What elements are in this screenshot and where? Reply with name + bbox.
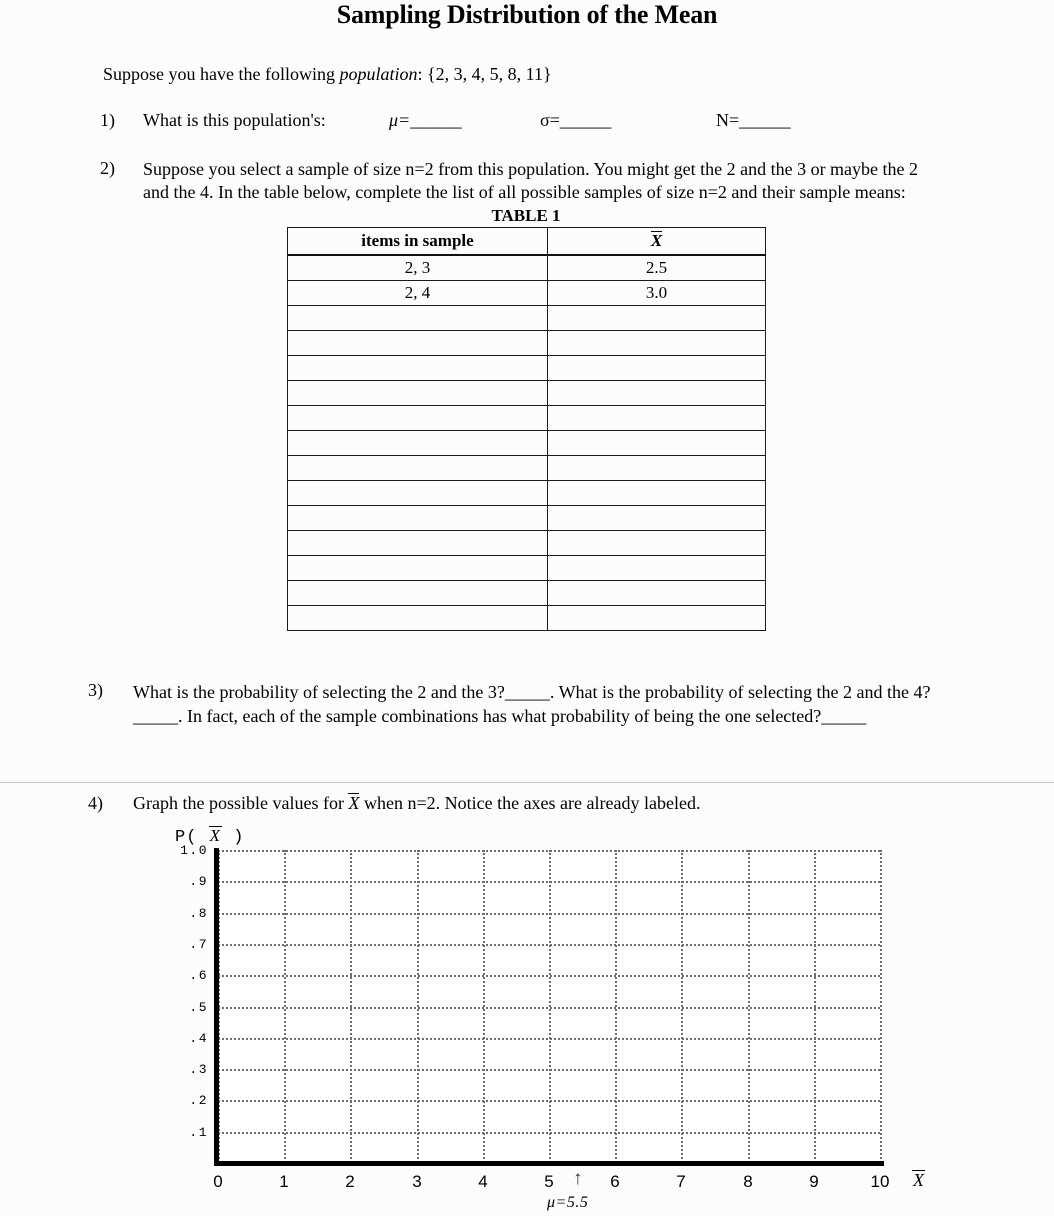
population-statement [103, 64, 552, 85]
table-header-row [288, 228, 766, 256]
cell-xbar[interactable] [548, 506, 766, 531]
question-3-text: What is the probability of selecting the 2 and the 3?_____. What is the probability of selecting the 2 and the 4?_____. In fact, each of the sample combinations has what probability of being the one selected?_____ [133, 682, 931, 726]
column-header-items: items in sample [288, 228, 548, 256]
sigma-answer-blank[interactable] [540, 110, 611, 131]
graph-plot-area[interactable] [218, 850, 880, 1163]
grid-line-horizontal [218, 1132, 880, 1134]
sigma-symbol-label: σ= [540, 110, 560, 130]
x-tick-label: 2 [345, 1172, 355, 1191]
grid-line-horizontal [218, 975, 880, 977]
y-tick-label: .1 [189, 1125, 208, 1140]
cell-xbar[interactable] [548, 306, 766, 331]
x-tick-label: 5 [544, 1172, 554, 1191]
cell-xbar[interactable] [548, 606, 766, 631]
sigma-blank-line: ______ [559, 110, 611, 130]
section-divider [0, 782, 1054, 783]
cell-items[interactable] [288, 406, 548, 431]
question-2-number: 2) [100, 158, 115, 178]
table-row [288, 531, 766, 556]
cell-xbar[interactable] [548, 531, 766, 556]
column-header-xbar [548, 228, 766, 256]
cell-items[interactable] [288, 306, 548, 331]
grid-line-horizontal [218, 1069, 880, 1071]
x-axis-title [912, 1170, 925, 1191]
x-tick-label: 8 [743, 1172, 753, 1191]
n-blank-line: ______ [739, 110, 791, 130]
cell-items[interactable] [288, 356, 548, 381]
question-4-text [133, 793, 700, 814]
grid-line-horizontal [218, 913, 880, 915]
y-tick-label: .2 [189, 1093, 208, 1108]
mu-arrow-icon: ↑ [573, 1168, 583, 1189]
cell-items[interactable] [288, 606, 548, 631]
grid-line-horizontal [218, 1038, 880, 1040]
table-caption: TABLE 1 [491, 206, 561, 225]
question-2-text: Suppose you select a sample of size n=2 from this population. You might get the 2 and the 3 or maybe the 2 and the 4. In the table below, complete the list of all possible samples of size n=2 and their sample means: [143, 159, 919, 202]
cell-items[interactable] [288, 481, 548, 506]
cell-items[interactable] [288, 381, 548, 406]
q4-text-after: when n=2. Notice the axes are already labeled. [359, 793, 701, 813]
cell-items[interactable] [288, 431, 548, 456]
cell-xbar[interactable] [548, 381, 766, 406]
x-tick-label: 1 [279, 1172, 289, 1191]
cell-xbar[interactable] [548, 481, 766, 506]
y-tick-label: .8 [189, 906, 208, 921]
n-symbol-label: N= [716, 110, 740, 130]
table-row [288, 481, 766, 506]
cell-items[interactable] [288, 456, 548, 481]
table-row [288, 406, 766, 431]
table-row [288, 331, 766, 356]
mu-answer-blank[interactable] [389, 110, 461, 131]
cell-xbar[interactable] [548, 406, 766, 431]
intro-prefix: Suppose you have the following [103, 64, 340, 84]
samples-table [287, 227, 766, 631]
cell-xbar[interactable] [548, 581, 766, 606]
cell-xbar[interactable] [548, 331, 766, 356]
cell-xbar[interactable]: 2.5 [548, 255, 766, 281]
grid-line-horizontal [218, 881, 880, 883]
table-row [288, 306, 766, 331]
cell-items[interactable] [288, 581, 548, 606]
cell-xbar[interactable] [548, 556, 766, 581]
table-row [288, 506, 766, 531]
y-axis-line [214, 848, 219, 1165]
x-axis-line [214, 1161, 884, 1166]
table-row [288, 556, 766, 581]
q4-text-before: Graph the possible values for [133, 793, 349, 813]
cell-xbar[interactable] [548, 431, 766, 456]
q4-xbar-symbol: X [348, 793, 360, 813]
x-tick-label: 7 [676, 1172, 686, 1191]
x-tick-label: 10 [870, 1172, 890, 1191]
grid-line-horizontal [218, 1100, 880, 1102]
cell-items[interactable] [288, 556, 548, 581]
table-row [288, 356, 766, 381]
x-axis-xbar-symbol: X [913, 1170, 924, 1190]
cell-items[interactable] [288, 331, 548, 356]
table-row [288, 381, 766, 406]
table-row [288, 255, 766, 281]
mu-symbol-label: μ= [389, 110, 411, 130]
table-row [288, 431, 766, 456]
question-3-number: 3) [88, 680, 103, 700]
y-axis-xbar-symbol: X [209, 826, 221, 845]
y-tick-label: .3 [189, 1062, 208, 1077]
x-tick-label: 9 [809, 1172, 819, 1191]
cell-items[interactable] [288, 506, 548, 531]
y-tick-label: .7 [189, 937, 208, 952]
y-tick-label: .9 [189, 874, 208, 889]
intro-suffix: : {2, 3, 4, 5, 8, 11} [417, 64, 552, 84]
table-row [288, 581, 766, 606]
x-tick-label: 4 [478, 1172, 488, 1191]
mu-annotation-text: μ=5.5 [547, 1194, 589, 1211]
intro-italic-word: population [339, 64, 418, 84]
table-row [288, 606, 766, 631]
y-axis-title: P( X ) [175, 826, 245, 847]
table-row [288, 281, 766, 306]
cell-items[interactable]: 2, 4 [288, 281, 548, 306]
cell-xbar[interactable] [548, 356, 766, 381]
question-1-number: 1) [100, 110, 115, 130]
cell-items[interactable] [288, 531, 548, 556]
grid-line-horizontal [218, 944, 880, 946]
xbar-symbol: X [650, 231, 663, 250]
x-tick-label: 0 [213, 1172, 223, 1191]
question-4-number: 4) [88, 793, 103, 813]
page-title: Sampling Distribution of the Mean [336, 0, 718, 29]
y-tick-label: .6 [189, 968, 208, 983]
x-tick-label: 3 [412, 1172, 422, 1191]
question-1-text: What is this population's: [143, 110, 326, 130]
grid-line-vertical [880, 850, 882, 1163]
grid-line-horizontal [218, 850, 880, 852]
x-tick-label: 6 [610, 1172, 620, 1191]
table-row [288, 456, 766, 481]
y-tick-label: 1.0 [180, 843, 208, 858]
mu-blank-line: ______ [410, 110, 462, 130]
cell-xbar[interactable] [548, 456, 766, 481]
cell-xbar[interactable]: 3.0 [548, 281, 766, 306]
grid-line-horizontal [218, 1007, 880, 1009]
n-answer-blank[interactable] [716, 110, 790, 131]
y-tick-label: .5 [189, 1000, 208, 1015]
y-tick-label: .4 [189, 1031, 208, 1046]
mu-annotation-label [547, 1194, 588, 1212]
cell-items[interactable]: 2, 3 [288, 255, 548, 281]
